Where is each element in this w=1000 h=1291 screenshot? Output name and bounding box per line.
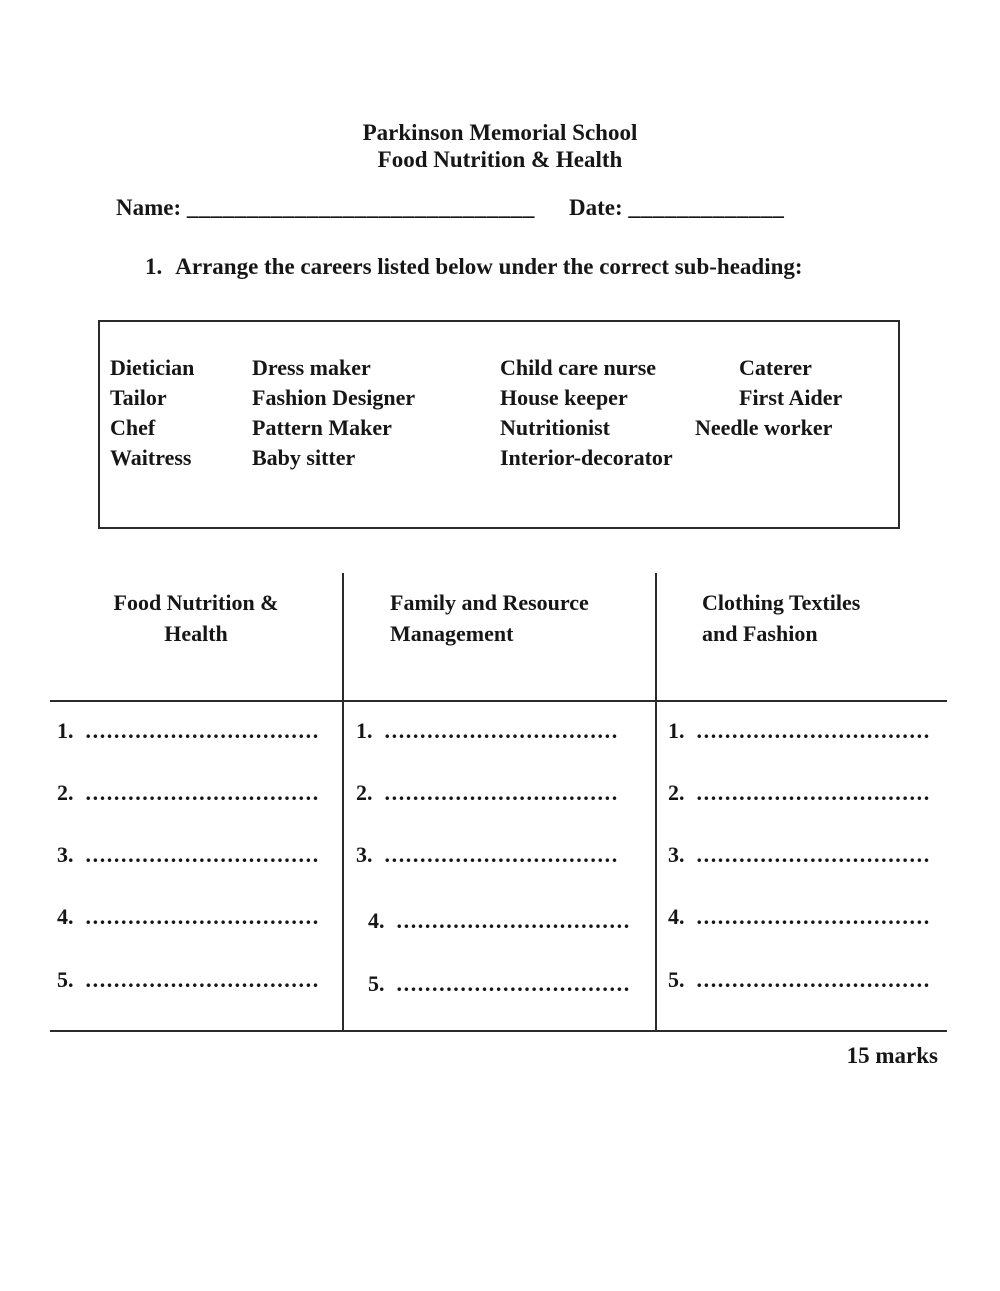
heading-line: Clothing Textiles xyxy=(702,590,861,615)
answer-line[interactable]: ................................. xyxy=(396,908,631,933)
answer-line[interactable]: ................................. xyxy=(696,904,931,929)
answer-line[interactable]: ................................. xyxy=(85,904,320,929)
answer-line[interactable]: ................................. xyxy=(85,718,320,743)
item-number: 2. xyxy=(57,780,74,805)
item-number: 1. xyxy=(668,718,685,743)
item-number: 5. xyxy=(668,967,685,992)
question-number: 1. xyxy=(145,254,163,279)
column-heading xyxy=(390,587,589,649)
date-label: Date: xyxy=(569,195,623,220)
heading-line: Health xyxy=(164,621,228,646)
answer-slot xyxy=(668,905,931,929)
careers-row xyxy=(110,353,898,383)
answer-line[interactable]: ................................. xyxy=(85,780,320,805)
answer-slot xyxy=(356,781,619,805)
item-number: 5. xyxy=(57,967,74,992)
column-heading xyxy=(702,587,860,649)
answer-line[interactable]: ................................. xyxy=(85,967,320,992)
answer-slot xyxy=(356,843,619,867)
career-item: Waitress xyxy=(110,445,192,470)
answer-slot xyxy=(57,843,320,867)
career-item: Dietician xyxy=(110,355,195,380)
career-item: Needle worker xyxy=(695,415,833,440)
answer-slot xyxy=(668,843,931,867)
item-number: 1. xyxy=(57,718,74,743)
date-row xyxy=(569,195,784,221)
career-item: Tailor xyxy=(110,385,167,410)
item-number: 4. xyxy=(668,904,685,929)
answer-slot xyxy=(57,968,320,992)
career-item: Baby sitter xyxy=(252,445,356,470)
career-item: Fashion Designer xyxy=(252,385,416,410)
answer-line[interactable]: ................................. xyxy=(696,718,931,743)
careers-row xyxy=(110,383,898,413)
item-number: 4. xyxy=(368,908,385,933)
career-item: Chef xyxy=(110,415,156,440)
item-number: 2. xyxy=(356,780,373,805)
name-label: Name: xyxy=(116,195,182,220)
career-item xyxy=(695,443,898,473)
career-item: Caterer xyxy=(739,355,812,380)
answer-column-clothing-textiles xyxy=(655,573,947,1032)
answer-slot xyxy=(57,905,320,929)
answer-slot xyxy=(57,781,320,805)
name-row xyxy=(116,195,535,221)
answer-line[interactable]: ................................. xyxy=(696,842,931,867)
item-number: 3. xyxy=(57,842,74,867)
answer-column-family-resource xyxy=(342,573,655,1032)
careers-rows xyxy=(100,322,898,473)
answer-line[interactable]: ................................. xyxy=(696,967,931,992)
heading-line: and Fashion xyxy=(702,621,818,646)
career-item: Dress maker xyxy=(252,355,371,380)
answer-column-food-nutrition xyxy=(50,573,342,1032)
name-input-line[interactable]: _____________________________ xyxy=(186,195,535,220)
item-number: 5. xyxy=(368,971,385,996)
answer-slot xyxy=(368,972,631,996)
career-item: Nutritionist xyxy=(500,415,610,440)
question-text: Arrange the careers listed below under the correct sub-heading: xyxy=(175,254,803,279)
item-number: 3. xyxy=(356,842,373,867)
answer-line[interactable]: ................................. xyxy=(396,971,631,996)
answer-slot xyxy=(368,909,631,933)
careers-row xyxy=(110,413,898,443)
answer-line[interactable]: ................................. xyxy=(384,780,619,805)
item-number: 3. xyxy=(668,842,685,867)
school-title: Parkinson Memorial School xyxy=(362,120,638,145)
item-number: 2. xyxy=(668,780,685,805)
answer-line[interactable]: ................................. xyxy=(384,842,619,867)
column-heading xyxy=(50,587,342,649)
marks-label: 15 marks xyxy=(846,1043,938,1068)
career-item: House keeper xyxy=(500,385,628,410)
answer-line[interactable]: ................................. xyxy=(85,842,320,867)
heading-line: Management xyxy=(390,621,514,646)
answer-slot xyxy=(668,781,931,805)
heading-line: Family and Resource xyxy=(390,590,589,615)
answer-line[interactable]: ................................. xyxy=(696,780,931,805)
heading-line: Food Nutrition & xyxy=(113,590,279,615)
careers-word-bank xyxy=(98,320,900,529)
careers-row xyxy=(110,443,898,473)
answer-slot xyxy=(668,968,931,992)
career-item: Pattern Maker xyxy=(252,415,392,440)
item-number: 4. xyxy=(57,904,74,929)
career-item: Child care nurse xyxy=(500,355,657,380)
subject-title: Food Nutrition & Health xyxy=(377,147,623,172)
answer-slot xyxy=(668,719,931,743)
career-item: First Aider xyxy=(739,385,843,410)
date-input-line[interactable]: _____________ xyxy=(628,195,785,220)
answer-slot xyxy=(356,719,619,743)
doc-header xyxy=(0,119,1000,173)
answer-slot xyxy=(57,719,320,743)
item-number: 1. xyxy=(356,718,373,743)
question-1 xyxy=(145,254,803,280)
answer-line[interactable]: ................................. xyxy=(384,718,619,743)
career-item: Interior-decorator xyxy=(500,445,673,470)
